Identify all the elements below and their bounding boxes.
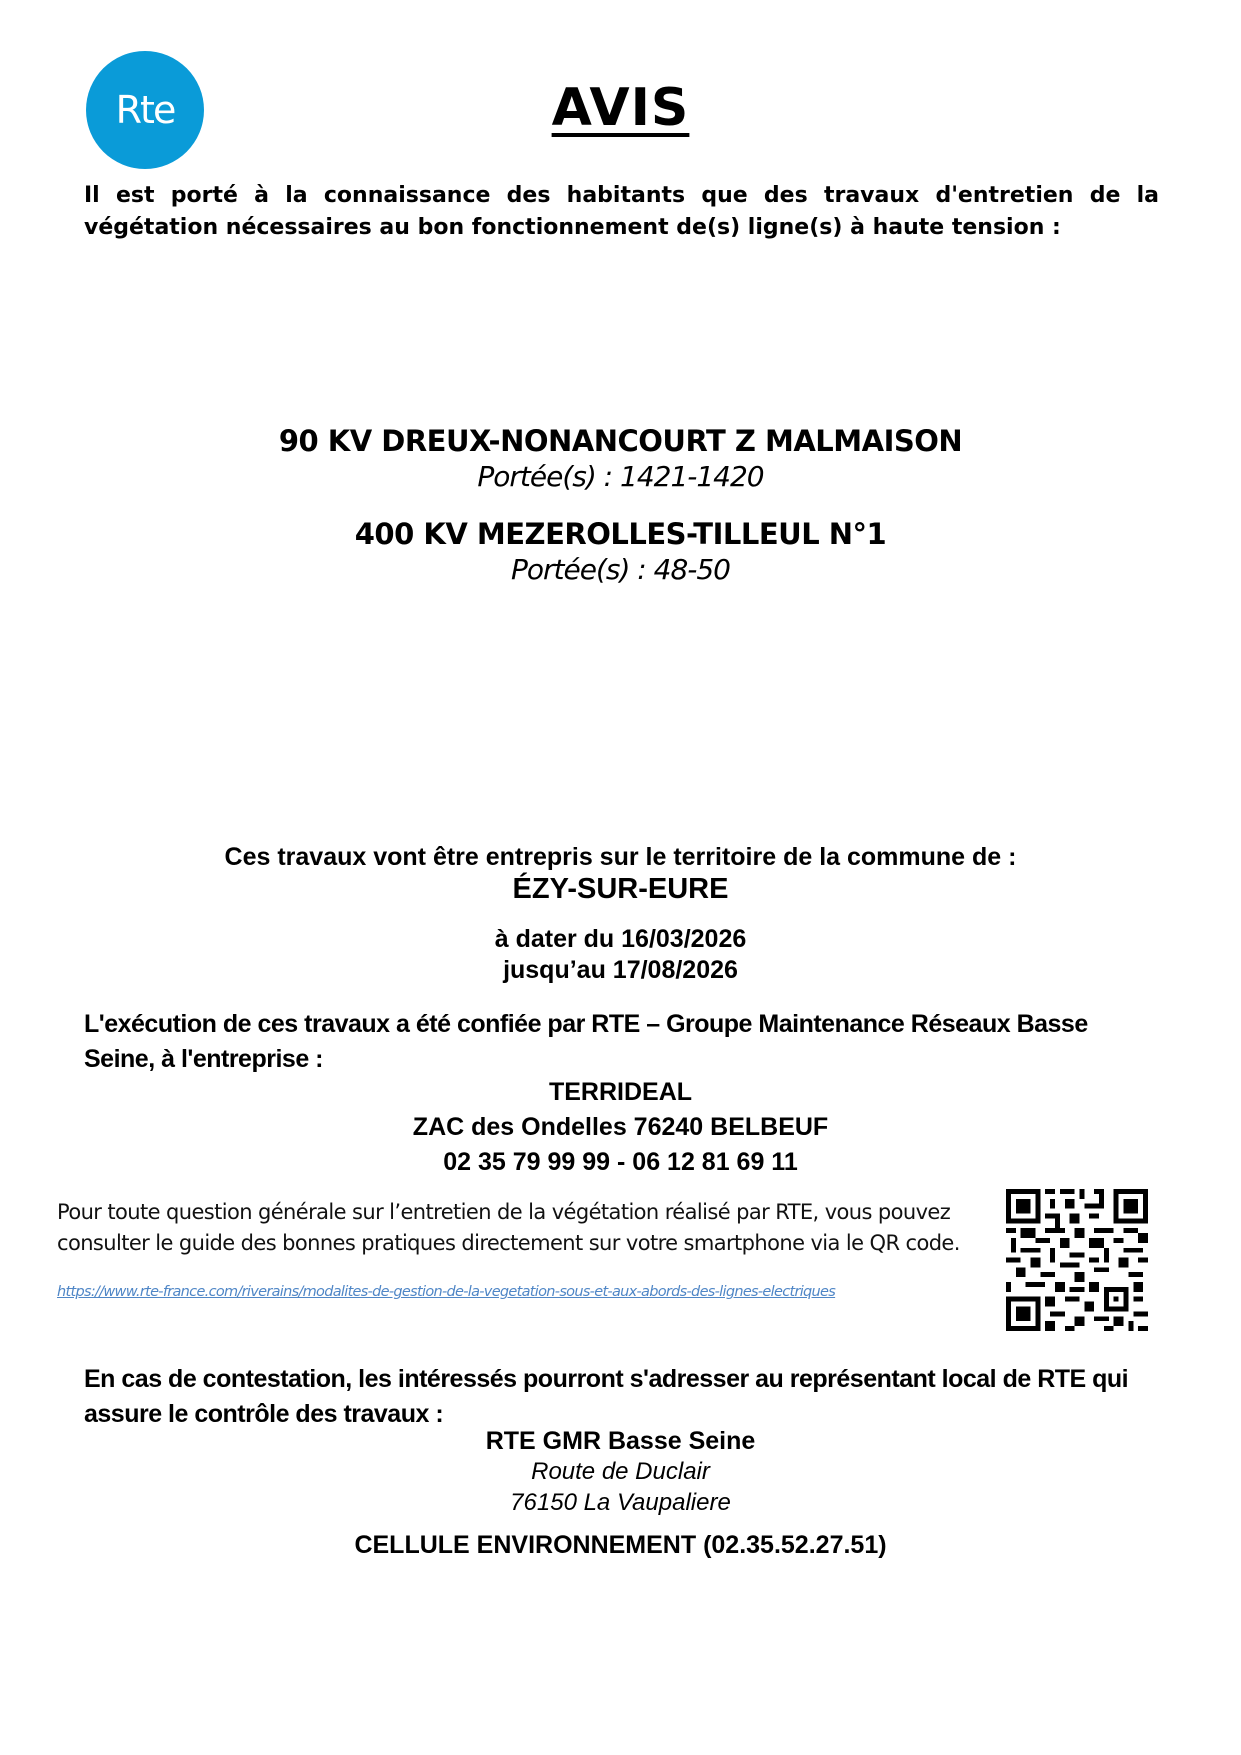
company-name: TERRIDEAL [548,1078,693,1106]
line-1-name: 90 KV DREUX-NONANCOURT Z MALMAISON [278,424,963,458]
company-address: ZAC des Ondelles 76240 BELBEUF [412,1113,829,1141]
info-paragraph [57,1197,987,1259]
info-line-2: consulter le guide des bonnes pratiques directement sur votre smartphone via le QR code. [57,1231,960,1255]
page-title: AVIS [551,78,690,138]
line-2 [0,517,1241,586]
line-1 [0,424,1241,493]
cellule-environnement: CELLULE ENVIRONNEMENT (02.35.52.27.51) [354,1531,887,1559]
commune-name: ÉZY-SUR-EURE [512,873,729,905]
line-2-name: 400 KV MEZEROLLES-TILLEUL N°1 [354,517,887,551]
info-line-1: Pour toute question générale sur l’entretien de la végétation réalisé par RTE, vous pouvez [57,1200,951,1224]
rte-logo-text: Rte [115,88,175,132]
representative-city: 76150 La Vaupaliere [510,1489,731,1516]
date-end: jusqu’au 17/08/2026 [503,956,738,984]
execution-paragraph: L'exécution de ces travaux a été confiée par RTE – Groupe Maintenance Réseaux Basse Seine, à l'entreprise : [84,1010,1088,1073]
commune-label: Ces travaux vont être entrepris sur le territoire de la commune de : [224,843,1017,871]
date-start: à dater du 16/03/2026 [494,925,747,953]
qr-code-icon [1006,1189,1148,1331]
representative-org: RTE GMR Basse Seine [485,1427,756,1455]
company-phones: 02 35 79 99 99 - 06 12 81 69 11 [443,1148,798,1176]
line-2-portee: Portée(s) : 48-50 [511,553,730,586]
guide-link[interactable]: https://www.rte-france.com/riverains/modalites-de-gestion-de-la-vegetation-sous-et-aux-abords-des-lignes-electriques [57,1284,836,1300]
contestation-paragraph: En cas de contestation, les intéressés pourront s'adresser au représentant local de RTE qui assure le contrôle des travaux : [84,1365,1129,1428]
intro-paragraph: Il est porté à la connaissance des habitants que des travaux d'entretien de la végétation nécessaires au bon fonctionnement de(s) ligne(s) à haute tension : [84,183,1159,240]
representative-street: Route de Duclair [531,1458,710,1485]
line-1-portee: Portée(s) : 1421-1420 [477,460,764,493]
